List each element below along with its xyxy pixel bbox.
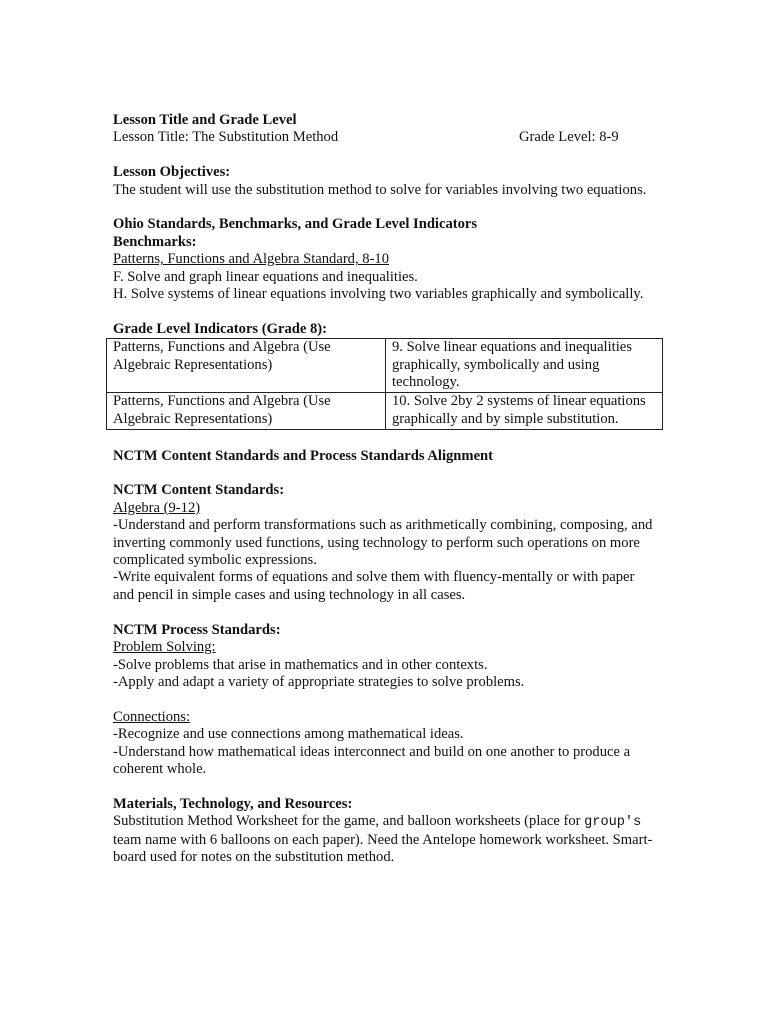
lesson-plan-content — [113, 112, 658, 866]
grade-indicators-table — [106, 338, 663, 430]
algebra-label: Algebra (9-12) — [113, 499, 201, 516]
table-cell: 10. Solve 2by 2 systems of linear equations graphically and by simple substitution. — [386, 393, 663, 430]
benchmarks-heading: Benchmarks: — [113, 233, 197, 250]
connections-item: -Understand how mathematical ideas interconnect and build on one another to produce a coherent whole. — [113, 743, 631, 777]
materials-text-end: team name with 6 balloons on each paper). Need the Antelope homework worksheet. Smart-board used for notes on the substitution method. — [113, 831, 653, 865]
table-row — [107, 339, 663, 393]
table-cell: 9. Solve linear equations and inequalities graphically, symbolically and using technology. — [386, 339, 663, 393]
problem-solving-label: Problem Solving: — [113, 639, 216, 656]
connections-item: -Recognize and use connections among mathematical ideas. — [113, 726, 464, 743]
lesson-title: Lesson Title: The Substitution Method — [113, 129, 339, 146]
nctm-process-heading: NCTM Process Standards: — [113, 621, 281, 638]
nctm-content-heading: NCTM Content Standards: — [113, 482, 285, 499]
benchmark-item: F. Solve and graph linear equations and inequalities. — [113, 268, 418, 285]
grade-indicators-heading: Grade Level Indicators (Grade 8): — [113, 320, 328, 337]
table-row — [107, 393, 663, 430]
connections-label: Connections: — [113, 708, 191, 725]
ohio-standards-heading: Ohio Standards, Benchmarks, and Grade Level Indicators — [113, 216, 478, 233]
lesson-title-row — [113, 129, 658, 146]
materials-text-start: Substitution Method Worksheet for the game, and balloon worksheets (place for — [113, 813, 585, 830]
problem-solving-item: -Apply and adapt a variety of appropriate strategies to solve problems. — [113, 673, 525, 690]
nctm-alignment-heading: NCTM Content Standards and Process Standards Alignment — [113, 447, 494, 464]
materials-heading: Materials, Technology, and Resources: — [113, 795, 353, 812]
table-cell: Patterns, Functions and Algebra (Use Algebraic Representations) — [107, 339, 386, 393]
objectives-text: The student will use the substitution method to solve for variables involving two equations. — [113, 181, 647, 198]
lesson-title-heading: Lesson Title and Grade Level — [113, 112, 297, 128]
objectives-heading: Lesson Objectives: — [113, 164, 231, 181]
problem-solving-item: -Solve problems that arise in mathematics and in other contexts. — [113, 656, 488, 673]
materials-text-mono: group's — [584, 815, 642, 831]
benchmark-item: H. Solve systems of linear equations involving two variables graphically and symbolically. — [113, 286, 644, 303]
content-standard-item: -Understand and perform transformations such as arithmetically combining, composing, and inverting commonly used functions, using technology to perform such operations on more complicated symbolic expressions. — [113, 517, 653, 569]
grade-level: Grade Level: 8-9 — [519, 129, 619, 146]
materials-text — [113, 813, 658, 866]
ohio-standard-name: Patterns, Functions and Algebra Standard, 8-10 — [113, 251, 390, 268]
content-standard-item: -Write equivalent forms of equations and solve them with fluency-mentally or with paper and pencil in simple cases and using technology in all cases. — [113, 569, 635, 603]
table-cell: Patterns, Functions and Algebra (Use Algebraic Representations) — [107, 393, 386, 430]
